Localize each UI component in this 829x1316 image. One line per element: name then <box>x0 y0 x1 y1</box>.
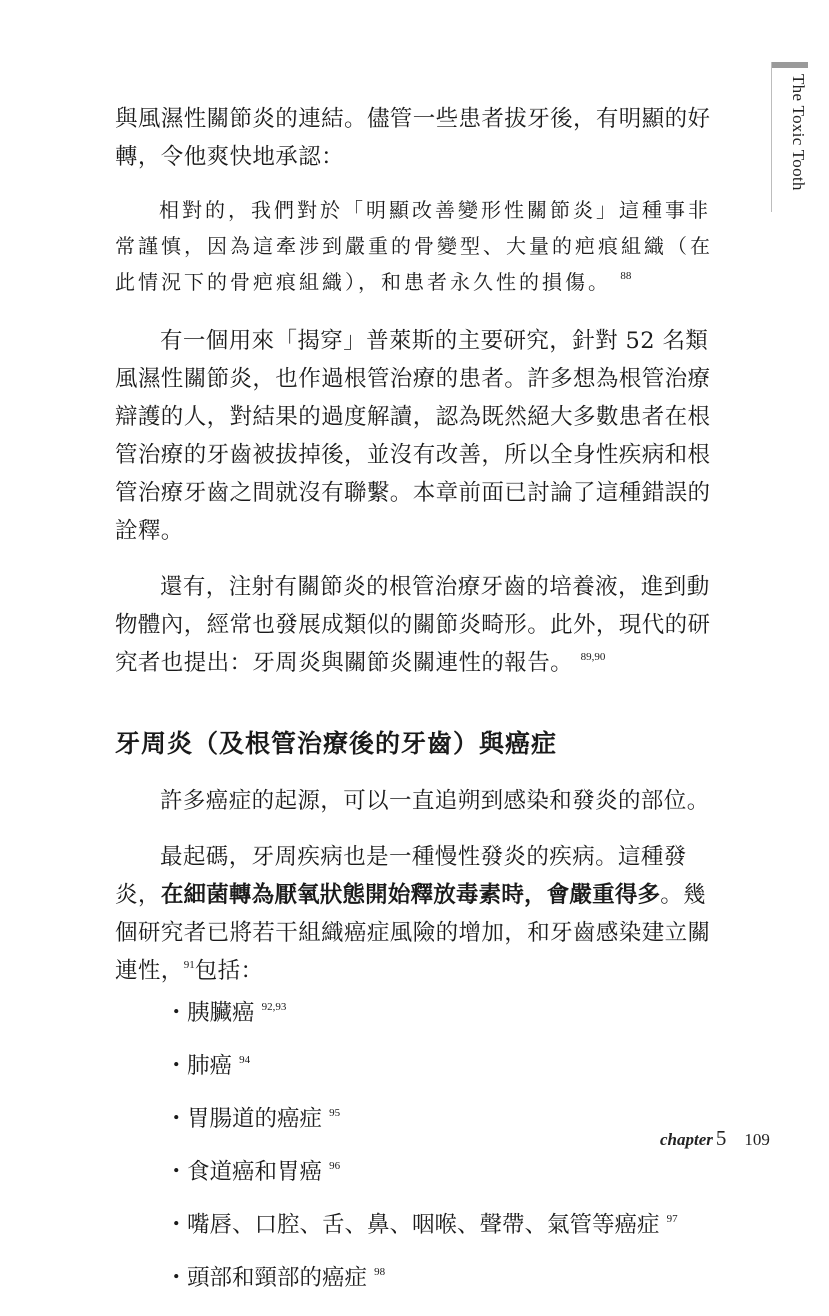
cancer-list <box>115 998 727 1293</box>
footnote-ref: 88 <box>620 270 632 282</box>
paragraph-1 <box>115 100 727 176</box>
section-heading: 牙周炎（及根管治療後的牙齒）與癌症 <box>115 729 558 758</box>
paragraph-1-text: 與風濕性關節炎的連結。儘管一些患者拔牙後，有明顯的好轉，令他爽快地承認： <box>115 106 711 170</box>
paragraph-2 <box>115 322 727 550</box>
side-tab-bar <box>772 62 808 68</box>
paragraph-5-bold: 在細菌轉為厭氧狀態開始釋放毒素時，會嚴重得多 <box>160 882 661 908</box>
bullet: ・ <box>165 1212 188 1238</box>
list-item <box>165 1157 727 1187</box>
list-item <box>165 1104 727 1134</box>
list-item <box>165 1051 727 1081</box>
footnote-ref: 94 <box>239 1054 251 1066</box>
chapter-number: 5 <box>715 1126 727 1150</box>
paragraph-4 <box>115 782 727 820</box>
list-item-text: 胃腸道的癌症 <box>187 1106 323 1132</box>
list-item-text: 頭部和頸部的癌症 <box>187 1265 368 1291</box>
paragraph-2-text: 有一個用來「揭穿」普萊斯的主要研究，針對 52 名類風濕性關節炎，也作過根管治療的患者。許多想為根管治療辯護的人，對結果的過度解讀，認為既然絕大多數患者在根管治療的牙齒被拔掉後，並沒有改善，所以全身性疾病和根管治療牙齒之間就沒有聯繫。本章前面已討論了這種錯誤的詮釋。 <box>115 328 711 544</box>
paragraph-3-text: 還有，注射有關節炎的根管治療牙齒的培養液，進到動物體內，經常也發展成類似的關節炎畸形。此外，現代的研究者也提出：牙周炎與關節炎關連性的報告。 <box>115 574 711 676</box>
paragraph-4-text: 許多癌症的起源，可以一直追朔到感染和發炎的部位。 <box>160 788 710 814</box>
bullet: ・ <box>165 1159 188 1185</box>
footnote-ref: 92,93 <box>261 1001 287 1013</box>
list-item-text: 嘴唇、口腔、舌、鼻、咽喉、聲帶、氣管等癌症 <box>187 1212 660 1238</box>
page-body <box>115 100 727 1316</box>
bullet: ・ <box>165 1000 188 1026</box>
bullet: ・ <box>165 1053 188 1079</box>
list-item-text: 胰臟癌 <box>187 1000 255 1026</box>
list-item <box>165 1263 727 1293</box>
footnote-ref: 95 <box>329 1107 341 1119</box>
page-number: 109 <box>744 1130 770 1149</box>
list-item-text: 食道癌和胃癌 <box>187 1159 323 1185</box>
block-quote <box>115 192 727 300</box>
bullet: ・ <box>165 1265 188 1291</box>
paragraph-3 <box>115 568 727 682</box>
footnote-ref: 98 <box>374 1266 386 1278</box>
list-item-text: 肺癌 <box>187 1053 233 1079</box>
bullet: ・ <box>165 1106 188 1132</box>
paragraph-5-start: 最起碼，牙周疾病也是一種慢性發炎的疾病。這種發炎， <box>115 844 687 908</box>
list-item <box>165 998 727 1028</box>
footnote-ref: 96 <box>329 1160 341 1172</box>
running-title: The Toxic Tooth <box>789 74 808 191</box>
quote-text: 相對的，我們對於「明顯改善變形性關節炎」這種事非常謹慎，因為這牽涉到嚴重的骨變型、大量的疤痕組織（在此情況下的骨疤痕組織），和患者永久性的損傷。 <box>115 198 713 294</box>
list-item <box>165 1210 727 1240</box>
footnote-ref: 89,90 <box>580 651 606 663</box>
page-footer <box>660 1126 770 1151</box>
footnote-ref: 91 <box>183 959 195 971</box>
paragraph-5 <box>115 838 727 990</box>
paragraph-5-tail: 包括： <box>194 958 264 984</box>
chapter-label: chapter <box>660 1130 713 1149</box>
paragraph-5-end: 。幾個研究者已將若干組織癌症風險的增加，和牙齒感染建立關連性， <box>115 882 711 984</box>
footnote-ref: 97 <box>666 1213 678 1225</box>
